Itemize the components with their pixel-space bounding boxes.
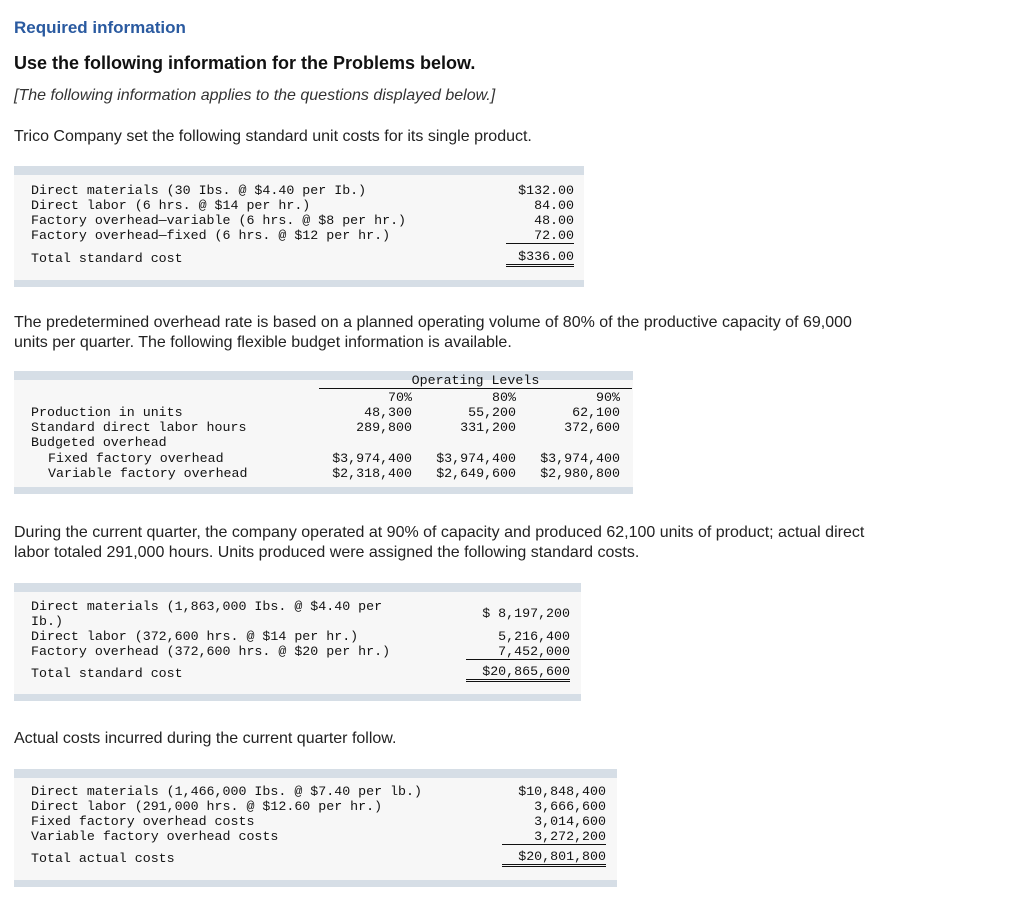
total-amount: $20,801,800 (502, 849, 606, 867)
problem-title: Use the following information for the Problems below. (14, 53, 476, 73)
fixed-70: $3,974,400 (332, 451, 412, 466)
table-row-amount: 84.00 (534, 198, 574, 213)
overhead-rate-text-line2: units per quarter. The following flexible budget information is available. (14, 334, 512, 351)
column-header-70: 70% (388, 390, 412, 405)
operating-levels-title: Operating Levels (319, 373, 632, 389)
fixed-80: $3,974,400 (436, 451, 516, 466)
total-amount: $20,865,600 (466, 664, 570, 682)
hours-label: Standard direct labor hours (31, 420, 247, 435)
table-row-amount: 3,272,200 (502, 829, 606, 845)
table-row-amount: 48.00 (534, 213, 574, 228)
fixed-90: $3,974,400 (540, 451, 620, 466)
variable-70: $2,318,400 (332, 466, 412, 481)
applies-note: [The following information applies to the questions displayed below.] (14, 87, 496, 104)
table-bottom-bar (14, 694, 581, 701)
dl-amount: 5,216,400 (498, 629, 570, 644)
table-top-bar (14, 583, 581, 592)
production-label: Production in units (31, 405, 183, 420)
production-80: 55,200 (468, 405, 516, 420)
hours-90: 372,600 (564, 420, 620, 435)
total-label: Total standard cost (31, 251, 183, 266)
table-row-label: Variable factory overhead costs (31, 829, 279, 844)
dm-label-line2: Ib.) (31, 614, 63, 629)
table-row-amount: 72.00 (506, 228, 574, 244)
variable-90: $2,980,800 (540, 466, 620, 481)
table-bottom-bar (14, 487, 633, 494)
table-row-label: Direct materials (1,466,000 Ibs. @ $7.40 per lb.) (31, 784, 422, 799)
hours-70: 289,800 (356, 420, 412, 435)
table-row-label: Direct labor (291,000 hrs. @ $12.60 per hr.) (31, 799, 383, 814)
dm-amount: $ 8,197,200 (482, 606, 570, 621)
table-row-label: Fixed factory overhead costs (31, 814, 255, 829)
dl-label: Direct labor (372,600 hrs. @ $14 per hr.) (31, 629, 359, 644)
hours-80: 331,200 (460, 420, 516, 435)
table-row-amount: $10,848,400 (518, 784, 606, 799)
intro-text: Trico Company set the following standard unit costs for its single product. (14, 128, 532, 145)
table-row-label: Direct labor (6 hrs. @ $14 per hr.) (31, 198, 311, 213)
table-row-label: Factory overhead—variable (6 hrs. @ $8 per hr.) (31, 213, 407, 228)
table-row-amount: 3,666,600 (534, 799, 606, 814)
total-amount: $336.00 (506, 249, 574, 267)
table-row-label: Factory overhead—fixed (6 hrs. @ $12 per hr.) (31, 228, 391, 243)
fixed-overhead-label: Fixed factory overhead (48, 451, 224, 466)
dm-label-line1: Direct materials (1,863,000 Ibs. @ $4.40 per (31, 599, 383, 614)
total-label: Total standard cost (31, 666, 183, 681)
current-quarter-text-line1: During the current quarter, the company operated at 90% of capacity and produced 62,100 units of product; actual direct (14, 524, 865, 541)
table-row-label: Direct materials (30 Ibs. @ $4.40 per Ib.) (31, 183, 367, 198)
column-header-80: 80% (492, 390, 516, 405)
column-header-90: 90% (596, 390, 620, 405)
oh-amount: 7,452,000 (466, 644, 570, 660)
variable-80: $2,649,600 (436, 466, 516, 481)
variable-overhead-label: Variable factory overhead (48, 466, 248, 481)
current-quarter-text-line2: labor totaled 291,000 hours. Units produced were assigned the following standard costs. (14, 544, 640, 561)
table-top-bar (14, 769, 617, 778)
table-row-amount: 3,014,600 (534, 814, 606, 829)
table-top-bar (14, 166, 584, 175)
actual-costs-text: Actual costs incurred during the current quarter follow. (14, 730, 397, 747)
required-information-heading: Required information (14, 18, 186, 37)
budgeted-overhead-label: Budgeted overhead (31, 435, 167, 450)
production-70: 48,300 (364, 405, 412, 420)
total-label: Total actual costs (31, 851, 175, 866)
production-90: 62,100 (572, 405, 620, 420)
table-row-amount: $132.00 (518, 183, 574, 198)
table-bottom-bar (14, 880, 617, 887)
oh-label: Factory overhead (372,600 hrs. @ $20 per hr.) (31, 644, 391, 659)
table-bottom-bar (14, 280, 584, 287)
overhead-rate-text-line1: The predetermined overhead rate is based on a planned operating volume of 80% of the productive capacity of 69,000 (14, 314, 852, 331)
